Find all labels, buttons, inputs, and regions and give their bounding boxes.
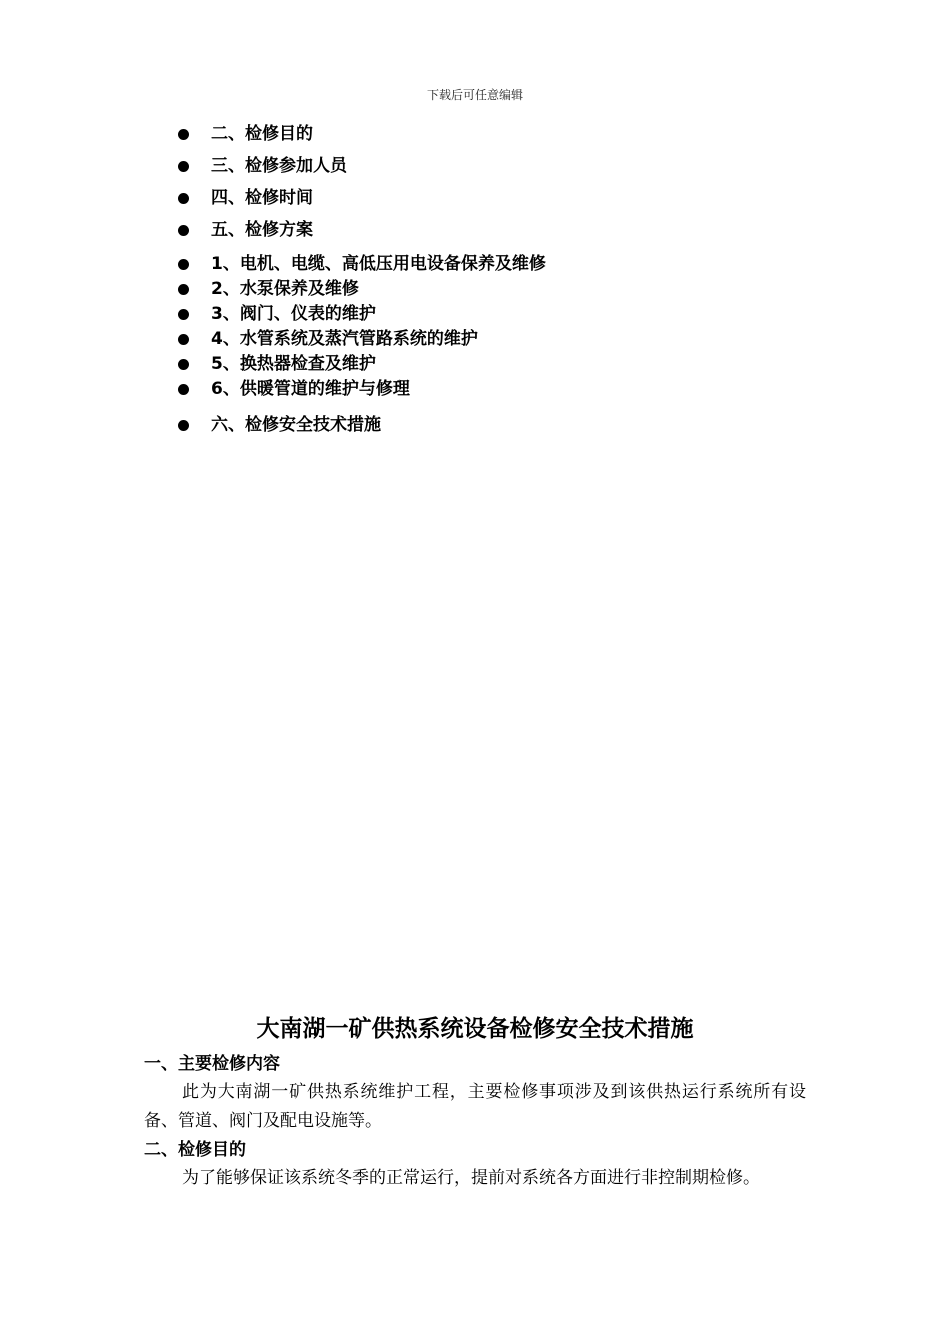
toc-item-label: 1、电机、电缆、高低压用电设备保养及维修 — [211, 254, 546, 274]
bullet-icon — [178, 225, 189, 236]
toc-item-label: 4、水管系统及蒸汽管路系统的维护 — [211, 329, 478, 349]
toc-item — [178, 278, 359, 300]
toc-item-label: 四、检修时间 — [211, 188, 313, 208]
toc-item-label: 二、检修目的 — [211, 124, 313, 144]
document-title: 大南湖一矿供热系统设备检修安全技术措施 — [256, 1016, 694, 1042]
toc-item-label: 六、检修安全技术措施 — [211, 415, 381, 435]
bullet-icon — [178, 259, 189, 270]
toc-item — [178, 353, 376, 375]
bullet-icon — [178, 129, 189, 140]
section-heading: 二、检修目的 — [144, 1140, 246, 1160]
section-paragraph: 为了能够保证该系统冬季的正常运行，提前对系统各方面进行非控制期检修。 — [182, 1168, 760, 1188]
bullet-icon — [178, 161, 189, 172]
toc-item-label: 五、检修方案 — [211, 220, 313, 240]
toc-item-label: 5、换热器检查及维护 — [211, 354, 376, 374]
section-heading: 一、主要检修内容 — [144, 1054, 280, 1074]
bullet-icon — [178, 359, 189, 370]
toc-item — [178, 378, 410, 400]
toc-item — [178, 219, 313, 241]
toc-item — [178, 253, 546, 275]
page-header-note: 下载后可任意编辑 — [426, 88, 523, 102]
toc-item — [178, 414, 381, 436]
toc-item — [178, 123, 313, 145]
toc-item — [178, 328, 478, 350]
bullet-icon — [178, 420, 189, 431]
toc-item — [178, 303, 376, 325]
section-paragraph: 此为大南湖一矿供热系统维护工程，主要检修事项涉及到该供热运行系统所有设备、管道、阀门及配电设施等。 — [144, 1082, 806, 1131]
bullet-icon — [178, 334, 189, 345]
toc-item-label: 3、阀门、仪表的维护 — [211, 304, 376, 324]
toc-item-label: 2、水泵保养及维修 — [211, 279, 359, 299]
toc-item — [178, 155, 347, 177]
bullet-icon — [178, 309, 189, 320]
toc-item — [178, 187, 313, 209]
toc-item-label: 6、供暖管道的维护与修理 — [211, 379, 410, 399]
toc-item-label: 三、检修参加人员 — [211, 156, 347, 176]
bullet-icon — [178, 193, 189, 204]
bullet-icon — [178, 284, 189, 295]
bullet-icon — [178, 384, 189, 395]
